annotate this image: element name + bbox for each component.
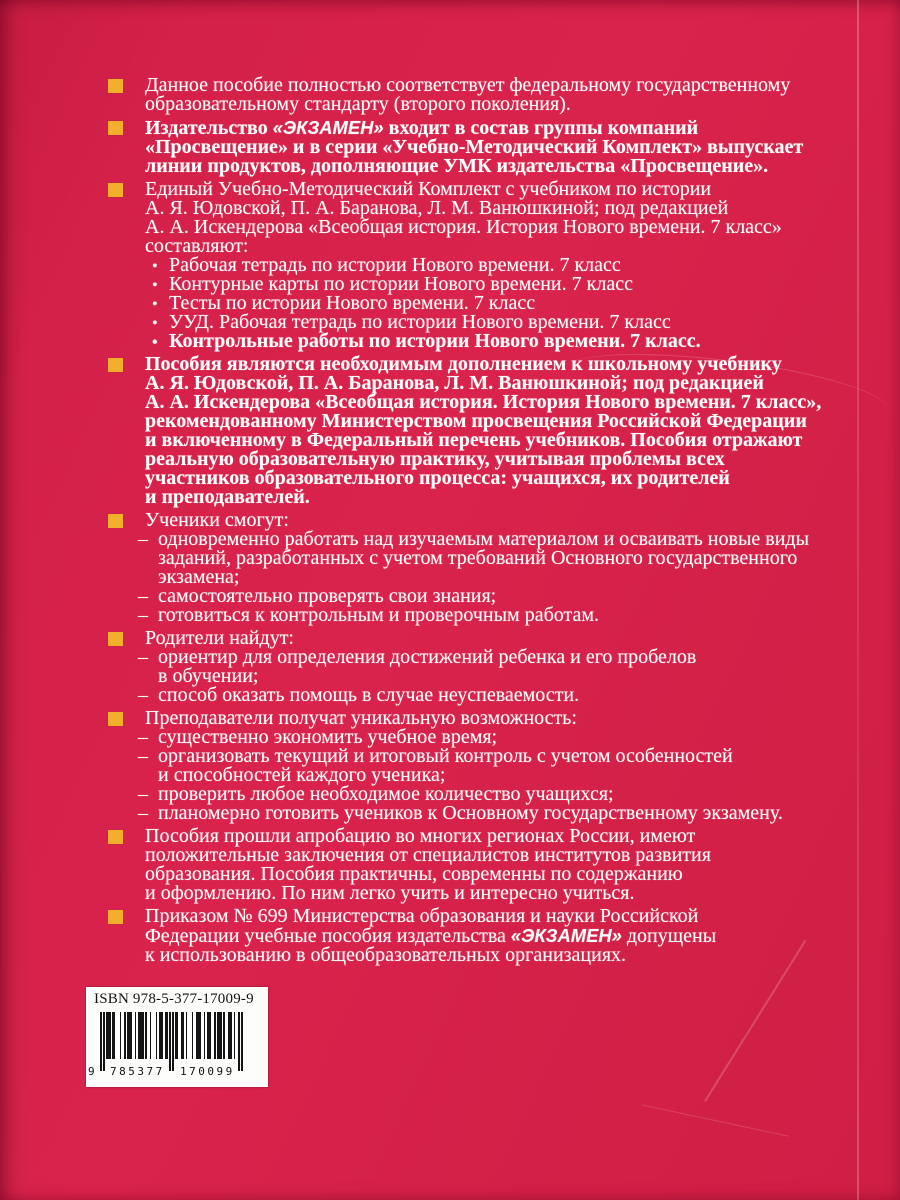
cover-section-2	[105, 118, 850, 176]
text-line: Единый Учебно-Методический Комплект с учебником по истории	[145, 178, 712, 200]
list-item: – самостоятельно проверять свои знания;	[105, 587, 850, 606]
isbn-label: ISBN 978-5-377-17009-9	[94, 991, 254, 1007]
list-item: • Тесты по истории Нового времени. 7 класс	[105, 294, 850, 313]
text-line: А. А. Искендерова «Всеобщая история. История Нового времени. 7 класс»	[145, 216, 782, 238]
list-item: – ориентир для определения достижений ребенка и его пробелов	[105, 648, 850, 667]
text-line: реальную образовательную практику, учитывая проблемы всех	[145, 448, 725, 470]
cover-section-4	[105, 355, 850, 507]
text-line: Данное пособие полностью соответствует федеральному государственному	[145, 74, 791, 96]
list-item: – планомерно готовить учеников к Основному государственному экзамену.	[105, 804, 850, 823]
text-line: Издательство «ЭКЗАМЕН» входит в состав группы компаний	[145, 117, 699, 139]
text-line: А. Я. Юдовской, П. А. Баранова, Л. М. Ванюшкиной; под редакцией	[145, 197, 729, 219]
text-line: экзамена;	[158, 566, 240, 588]
list-item: – существенно экономить учебное время;	[105, 728, 850, 747]
barcode-module	[241, 1012, 243, 1071]
ean13-barcode	[88, 1012, 245, 1078]
text-line: «Просвещение» и в серии «Учебно-Методический Комплект» выпускает	[145, 136, 804, 158]
list-item: – способ оказать помощь в случае неуспеваемости.	[105, 686, 850, 705]
text-line: Преподаватели получат уникальную возможность:	[145, 707, 577, 729]
text-line: участников образовательного процесса: учащихся, их родителей	[145, 467, 730, 489]
text-line: образования. Пособия практичны, современны по содержанию	[145, 863, 683, 885]
cover-section-3	[105, 180, 850, 351]
list-item: – организовать текущий и итоговый контроль с учетом особенностей	[105, 747, 850, 766]
text-line: положительные заключения от специалистов институтов развития	[145, 844, 711, 866]
description-sections	[105, 76, 850, 965]
barcode-digit-group1: 785377	[110, 1065, 165, 1078]
barcode-digit-first: 9	[88, 1065, 95, 1078]
isbn-box	[86, 987, 268, 1087]
list-item: • Рабочая тетрадь по истории Нового времени. 7 класс	[105, 256, 850, 275]
text-line: и включенному в Федеральный перечень учебников. Пособия отражают	[145, 429, 803, 451]
barcode-digits	[88, 1065, 245, 1078]
list-item: – готовиться к контрольным и проверочным работам.	[105, 606, 850, 625]
text-line: рекомендованному Министерством просвещения Российской Федерации	[145, 410, 807, 432]
text-line: образовательному стандарту (второго поколения).	[145, 93, 571, 115]
cover-section-9	[105, 907, 850, 965]
text-line: А. Я. Юдовской, П. А. Баранова, Л. М. Ванюшкиной; под редакцией	[145, 372, 764, 394]
cover-section-1	[105, 76, 850, 114]
text-line: составляют:	[145, 235, 249, 257]
text-line: заданий, разработанных с учетом требований Основного государственного	[158, 547, 798, 569]
text-line: и преподавателей.	[145, 486, 310, 508]
text-line: А. А. Искендерова «Всеобщая история. История Нового времени. 7 класс»,	[145, 391, 822, 413]
text-line: Пособия прошли апробацию во многих регионах России, имеют	[145, 825, 696, 847]
text-line: Пособия являются необходимым дополнением к школьному учебнику	[145, 353, 782, 375]
text-line: линии продуктов, дополняющие УМК издательства «Просвещение».	[145, 155, 769, 177]
text-line: в обучении;	[158, 665, 259, 687]
publisher-brand-name: «ЭКЗАМЕН»	[272, 117, 384, 138]
barcode-digit-group2: 170099	[180, 1065, 235, 1078]
text-line: Приказом № 699 Министерства образования и науки Российской	[145, 905, 699, 927]
list-item: • УУД. Рабочая тетрадь по истории Нового времени. 7 класс	[105, 313, 850, 332]
text-line: к использованию в общеобразовательных организациях.	[145, 944, 627, 966]
text-line: Ученики смогут:	[145, 509, 289, 531]
cover-section-7	[105, 709, 850, 823]
text-line: Федерации учебные пособия издательства «ЭКЗАМЕН» допущены	[145, 925, 717, 947]
text-line: и оформлению. По ним легко учить и интересно учиться.	[145, 882, 635, 904]
list-item: • Контрольные работы по истории Нового времени. 7 класс.	[105, 332, 850, 351]
text-line: и способностей каждого ученика;	[158, 764, 446, 786]
cover-section-8	[105, 827, 850, 903]
publisher-brand-name: «ЭКЗАМЕН»	[510, 925, 622, 946]
list-item: – одновременно работать над изучаемым материалом и осваивать новые виды	[105, 530, 850, 549]
list-item: – проверить любое необходимое количество учащихся;	[105, 785, 850, 804]
cover-section-6	[105, 629, 850, 705]
list-item: • Контурные карты по истории Нового времени. 7 класс	[105, 275, 850, 294]
text-line: Родители найдут:	[145, 627, 294, 649]
cover-section-5	[105, 511, 850, 625]
